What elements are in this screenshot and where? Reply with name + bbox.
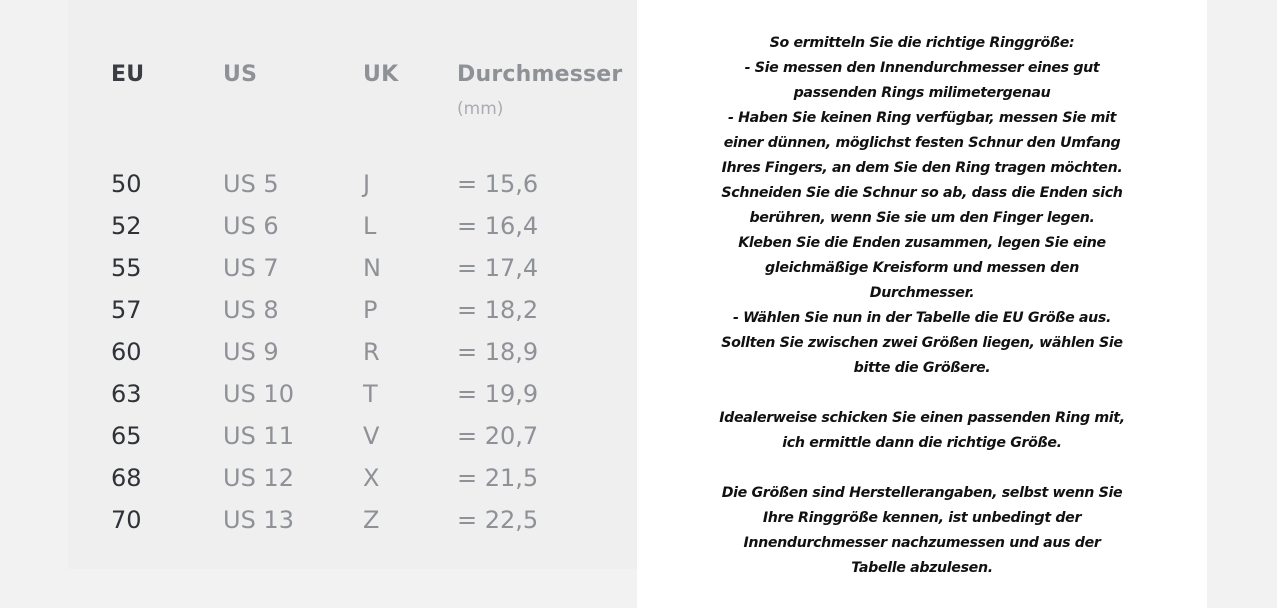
instruction-line: - Wählen Sie nun in der Tabelle die EU Größe aus. <box>732 310 1112 326</box>
cell-diameter: = 19,9 <box>457 380 539 408</box>
cell-eu: 50 <box>111 170 142 198</box>
instruction-line: - Sie messen den Innendurchmesser eines gut <box>744 60 1100 76</box>
cell-us: US 5 <box>223 170 279 198</box>
instruction-line: Innendurchmesser nachzumessen und aus der <box>743 535 1101 551</box>
cell-diameter: = 20,7 <box>457 422 539 450</box>
instructions-text <box>637 31 1207 581</box>
cell-us: US 11 <box>223 422 294 450</box>
cell-diameter: = 18,9 <box>457 338 539 366</box>
instruction-line: Sollten Sie zwischen zwei Größen liegen, wählen Sie <box>721 335 1123 351</box>
cell-eu: 57 <box>111 296 142 324</box>
instruction-line: Die Größen sind Herstellerangaben, selbst wenn Sie <box>721 485 1123 501</box>
header-diameter: Durchmesser <box>457 62 623 87</box>
header-us: US <box>223 62 258 87</box>
cell-us: US 12 <box>223 464 294 492</box>
instruction-line: passenden Rings milimetergenau <box>793 85 1051 101</box>
instruction-line: Schneiden Sie die Schnur so ab, dass die Enden sich <box>721 185 1123 201</box>
instruction-line: einer dünnen, möglichst festen Schnur den Umfang <box>723 135 1121 151</box>
ring-size-table <box>68 0 637 569</box>
cell-us: US 7 <box>223 254 279 282</box>
cell-eu: 68 <box>111 464 142 492</box>
instruction-line: Kleben Sie die Enden zusammen, legen Sie eine <box>738 235 1106 251</box>
cell-diameter: = 22,5 <box>457 506 539 534</box>
instructions-panel <box>637 0 1207 608</box>
cell-eu: 60 <box>111 338 142 366</box>
right-margin <box>1207 0 1277 608</box>
cell-eu: 65 <box>111 422 142 450</box>
header-eu: EU <box>111 62 145 87</box>
cell-us: US 9 <box>223 338 279 366</box>
cell-uk: T <box>363 380 378 408</box>
cell-us: US 6 <box>223 212 279 240</box>
cell-us: US 10 <box>223 380 294 408</box>
blank-line <box>637 381 1207 406</box>
instruction-line: Tabelle abzulesen. <box>851 560 993 576</box>
cell-uk: R <box>363 338 380 366</box>
cell-diameter: = 15,6 <box>457 170 539 198</box>
instruction-line: Durchmesser. <box>869 285 975 301</box>
instruction-line: gleichmäßige Kreisform und messen den <box>765 260 1079 276</box>
header-uk: UK <box>363 62 399 87</box>
cell-diameter: = 17,4 <box>457 254 539 282</box>
instruction-line: ich ermittle dann die richtige Größe. <box>782 435 1062 451</box>
cell-uk: Z <box>363 506 380 534</box>
cell-us: US 13 <box>223 506 294 534</box>
cell-uk: X <box>363 464 380 492</box>
cell-uk: P <box>363 296 378 324</box>
instruction-line: Ihre Ringgröße kennen, ist unbedingt der <box>762 510 1082 526</box>
cell-uk: V <box>363 422 380 450</box>
blank-line <box>637 456 1207 481</box>
cell-uk: J <box>363 170 371 198</box>
cell-diameter: = 16,4 <box>457 212 539 240</box>
instruction-line: bitte die Größere. <box>853 360 991 376</box>
instruction-line: Idealerweise schicken Sie einen passenden Ring mit, <box>719 410 1125 426</box>
cell-eu: 63 <box>111 380 142 408</box>
cell-diameter: = 21,5 <box>457 464 539 492</box>
instruction-line: - Haben Sie keinen Ring verfügbar, messen Sie mit <box>727 110 1117 126</box>
cell-uk: L <box>363 212 377 240</box>
cell-eu: 55 <box>111 254 142 282</box>
cell-eu: 70 <box>111 506 142 534</box>
instruction-line: berühren, wenn Sie sie um den Finger legen. <box>749 210 1095 226</box>
instruction-line: So ermitteln Sie die richtige Ringgröße: <box>769 35 1075 51</box>
cell-us: US 8 <box>223 296 279 324</box>
cell-diameter: = 18,2 <box>457 296 539 324</box>
cell-uk: N <box>363 254 381 282</box>
instruction-line: Ihres Fingers, an dem Sie den Ring tragen möchten. <box>721 160 1123 176</box>
header-diameter-unit: (mm) <box>457 99 504 119</box>
cell-eu: 52 <box>111 212 142 240</box>
